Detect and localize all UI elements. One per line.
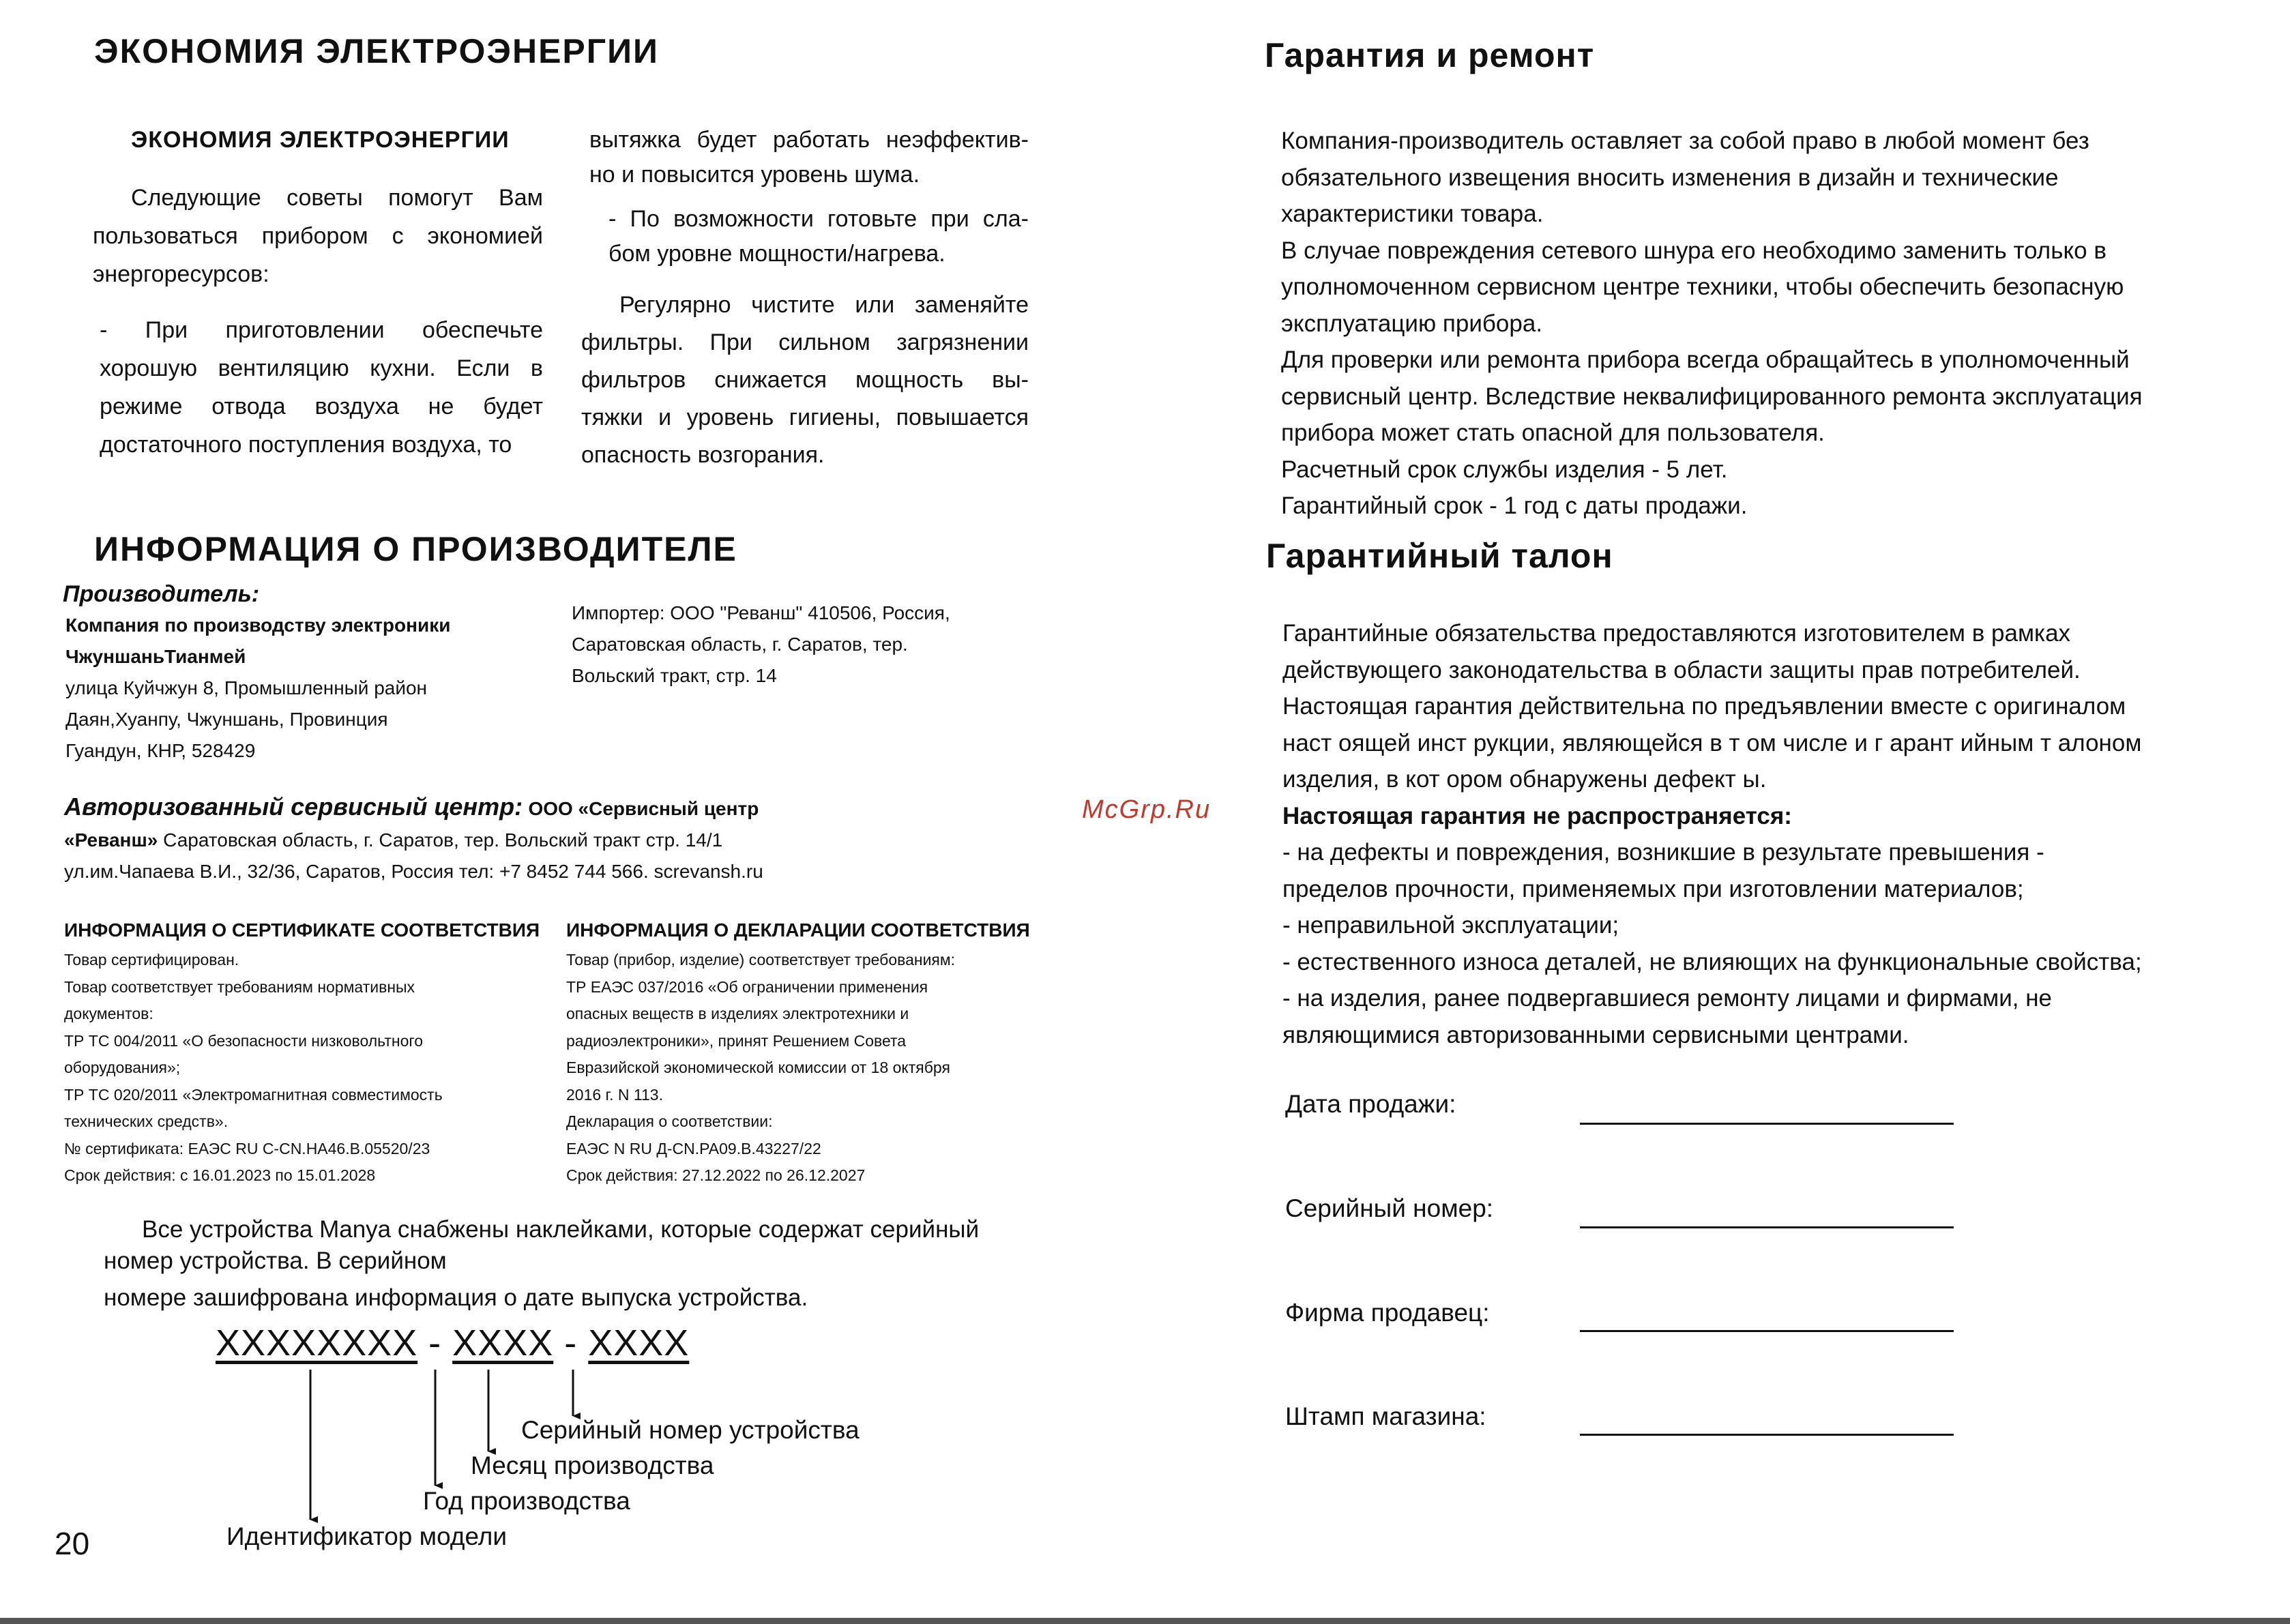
certificate-line: Товар сертифицирован. [64, 951, 239, 969]
economy-subtitle: ЭКОНОМИЯ ЭЛЕКТРОЭНЕРГИИ [131, 127, 510, 153]
not-covered-title: Настоящая гарантия не распространяется: [1282, 802, 1792, 829]
coupon-line: Гарантийные обязательства предоставляются изготовителем в рамках [1282, 620, 2071, 647]
coupon-line: наст оящей инст рукции, являющейся в т ом числе и г арант ийным т алоном [1282, 729, 2142, 756]
warranty-line: характеристики товара. [1281, 201, 1544, 227]
coupon-text [1282, 615, 2251, 1053]
serial-code-dash-1: - [428, 1323, 442, 1363]
stamp-line[interactable] [1580, 1434, 1954, 1436]
declaration-line: опасных веществ в изделиях электротехники и [566, 1005, 909, 1022]
warranty-line: обязательного извещения вносить изменения в дизайн и технические [1281, 164, 2059, 191]
service-address-2: ул.им.Чапаева В.И., 32/36, Саратов, Россия тел: +7 8452 744 566. screvansh.ru [64, 861, 763, 882]
economy-intro: Следующие советы помогут Вам пользоваться прибором с экономией энергоресурсов: [93, 185, 543, 287]
economy-tip-1-cont: вытяжка будет работать неэффектив- но и повысится уровень шума. [589, 127, 1029, 188]
certificate-line: Товар соответствует требованиям нормативных [64, 977, 415, 996]
warranty-text [1281, 123, 2250, 525]
declaration-line: радиоэлектроники», принят Решением Совета [566, 1031, 907, 1050]
coupon-line: Настоящая гарантия действительна по предъявлении вместе с оригиналом [1282, 693, 2126, 720]
warranty-line: Расчетный срок службы изделия - 5 лет. [1281, 456, 1728, 483]
not-covered-line: являющимися авторизованными сервисными центрами. [1282, 1021, 1909, 1048]
economy-tip-3: Регулярно чистите или заменяйте фильтры. При сильном загрязнении фильтров снижается мощность вы- тяжки и уровень гигиены, повышается опасность возгорания. [581, 292, 1029, 468]
serial-info-line-3: номере зашифрована информация о дате выпуска устройства. [104, 1284, 808, 1311]
warranty-line: В случае повреждения сетевого шнура его необходимо заменить только в [1281, 237, 2106, 264]
not-covered-line: - на изделия, ранее подвергавшиеся ремонту лицами и фирмами, не [1282, 985, 2052, 1012]
sale-date-label: Дата продажи: [1285, 1090, 1456, 1118]
warranty-line: сервисный центр. Вследствие неквалифицированного ремонта эксплуатация [1281, 383, 2143, 410]
label-year: Год производства [423, 1487, 630, 1515]
declaration-line: Срок действия: 27.12.2022 по 26.12.2027 [566, 1166, 866, 1184]
importer-line-1: Импортер: ООО "Реванш" 410506, Россия, [572, 602, 950, 623]
certificate-line: № сертификата: ЕАЭС RU C-CN.НА46.В.05520/23 [64, 1139, 430, 1157]
serial-code-model: XXXXXXXX [216, 1323, 418, 1363]
declaration-line: Товар (прибор, изделие) соответствует требованиям: [566, 951, 956, 969]
declaration-line: Декларация о соответствии: [566, 1112, 773, 1130]
importer-line-3: Вольский тракт, стр. 14 [572, 665, 777, 686]
declaration-line: 2016 г. N 113. [566, 1085, 663, 1104]
seller-line[interactable] [1580, 1330, 1954, 1332]
warranty-line: уполномоченном сервисном центре техники, чтобы обеспечить безопасную [1281, 274, 2124, 300]
certificate-line: оборудования»; [64, 1059, 181, 1076]
page-bottom-border [0, 1618, 2290, 1624]
certificate-line: технических средств». [64, 1112, 229, 1130]
serial-info-line-2: номер устройства. В серийном [104, 1247, 447, 1274]
declaration-title: ИНФОРМАЦИЯ О ДЕКЛАРАЦИИ СООТВЕТСТВИЯ [566, 919, 1030, 941]
coupon-lines [1282, 615, 2251, 798]
address-line-2: Даян,Хуанпу, Чжуншань, Провинция [65, 709, 388, 730]
serial-number-label: Серийный номер: [1285, 1194, 1494, 1222]
service-name-1: ООО «Сервисный центр [528, 798, 759, 819]
certificate-line: ТР ТС 020/2011 «Электромагнитная совместимость [64, 1085, 443, 1104]
certificate-line: документов: [64, 1005, 153, 1022]
label-serial-number: Серийный номер устройства [521, 1416, 860, 1444]
label-model-id: Идентификатор модели [226, 1522, 508, 1550]
service-address-1: Саратовская область, г. Саратов, тер. Вольский тракт стр. 14/1 [163, 829, 723, 851]
warranty-line: прибора может стать опасной для пользователя. [1281, 419, 1825, 446]
label-month: Месяц производства [471, 1451, 714, 1479]
serial-number-line[interactable] [1580, 1226, 1954, 1228]
coupon-line: изделия, в кот ором обнаружены дефект ы. [1282, 766, 1767, 793]
warranty-line: эксплуатацию прибора. [1281, 310, 1543, 337]
serial-code-dash-2: - [564, 1323, 578, 1363]
warranty-line: Компания-производитель оставляет за собой право в любой момент без [1281, 128, 2089, 154]
manufacturer-title: ИНФОРМАЦИЯ О ПРОИЗВОДИТЕЛЕ [94, 530, 737, 568]
serial-code-number: XXXX [588, 1323, 690, 1363]
serial-code-date: XXXX [452, 1323, 554, 1363]
warranty-line: Гарантийный срок - 1 год с даты продажи. [1281, 492, 1748, 519]
service-name-2: «Реванш» [64, 829, 158, 851]
economy-tip-2: - По возможности готовьте при сла- бом уровне мощности/нагрева. [608, 206, 1029, 267]
declaration-line: ТР ЕАЭС 037/2016 «Об ограничении применения [566, 977, 928, 996]
declaration-line: Евразийской экономической комиссии от 18 октября [566, 1059, 950, 1076]
page-number: 20 [55, 1526, 90, 1561]
service-label: Авторизованный сервисный центр: [64, 793, 523, 821]
company-line-2: ЧжуншаньТианмей [65, 646, 246, 667]
company-line-1: Компания по производству электроники [65, 615, 451, 636]
certificate-title: ИНФОРМАЦИЯ О СЕРТИФИКАТЕ СООТВЕТСТВИЯ [64, 919, 540, 941]
economy-page-title: ЭКОНОМИЯ ЭЛЕКТРОЭНЕРГИИ [94, 32, 659, 70]
watermark: McGrp.Ru [1082, 795, 1212, 824]
address-line-3: Гуандун, КНР, 528429 [65, 740, 256, 761]
not-covered-lines [1282, 834, 2251, 1053]
coupon-title: Гарантийный талон [1266, 537, 1613, 575]
certificate-line: ТР ТС 004/2011 «О безопасности низковольтного [64, 1031, 424, 1050]
seller-label: Фирма продавец: [1285, 1299, 1490, 1327]
economy-tip-1: - При приготовлении обеспечьте хорошую вентиляцию кухни. Если в режиме отвода воздуха не будет достаточного поступления воздуха, то [100, 317, 543, 458]
declaration-line: ЕАЭС N RU Д-CN.PA09.B.43227/22 [566, 1139, 821, 1157]
not-covered-line: пределов прочности, применяемых при изготовлении материалов; [1282, 875, 2024, 902]
sale-date-line[interactable] [1580, 1123, 1954, 1125]
certificate-line: Срок действия: с 16.01.2023 по 15.01.2028 [64, 1166, 376, 1184]
not-covered-line: - естественного износа деталей, не влияющих на функциональные свойства; [1282, 948, 2142, 975]
coupon-line: действующего законодательства в области защиты прав потребителей. [1282, 656, 2081, 683]
warranty-line: Для проверки или ремонта прибора всегда обращайтесь в уполномоченный [1281, 346, 2130, 373]
address-line-1: улица Куйчжун 8, Промышленный район [65, 677, 428, 698]
warranty-title: Гарантия и ремонт [1265, 36, 1595, 74]
not-covered-line: - неправильной эксплуатации; [1282, 912, 1619, 939]
not-covered-line: - на дефекты и повреждения, возникшие в результате превышения - [1282, 839, 2044, 866]
stamp-label: Штамп магазина: [1285, 1402, 1486, 1430]
serial-info-line-1: Все устройства Manya снабжены наклейками, которые содержат серийный [142, 1216, 980, 1243]
importer-line-2: Саратовская область, г. Саратов, тер. [572, 634, 908, 655]
producer-label-text: Производитель: [63, 581, 260, 607]
